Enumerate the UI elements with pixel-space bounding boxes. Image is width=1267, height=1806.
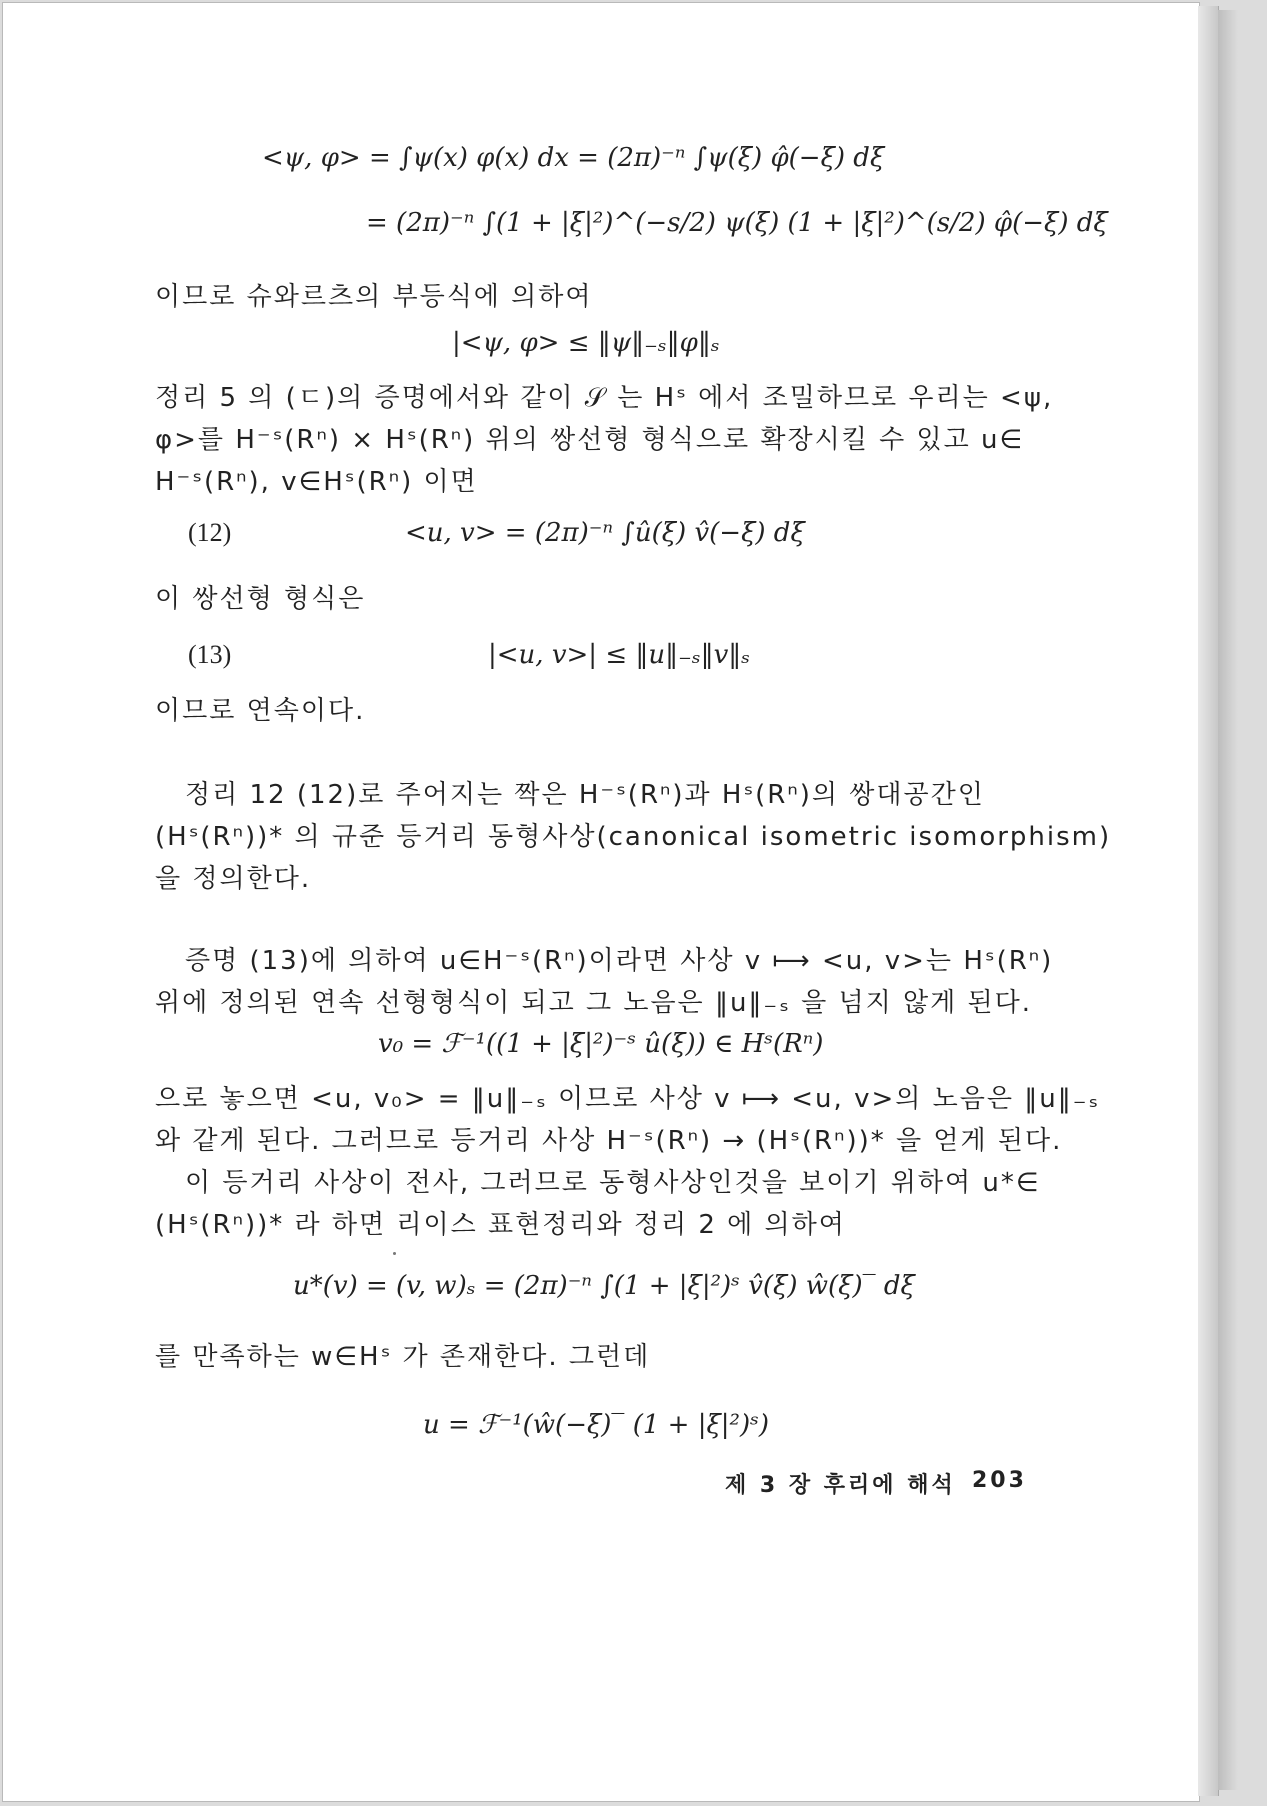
theorem-line: 을 정의한다. (155, 864, 312, 894)
equation-13: |<u, v>| ≤ ‖u‖₋ₛ‖v‖ₛ (488, 640, 751, 670)
equation-ustar: u*(v) = (v, w)ₛ = (2π)⁻ⁿ ∫(1 + |ξ|²)ˢ v̂(ξ) ŵ(ξ)‾ dξ (293, 1271, 915, 1301)
paragraph-line: H⁻ˢ(Rⁿ), v∈Hˢ(Rⁿ) 이면 (155, 467, 478, 497)
footer-page-number: 203 (972, 1468, 1027, 1493)
proof-line: 를 만족하는 w∈Hˢ 가 존재한다. 그런데 (155, 1342, 651, 1372)
paragraph-line: 이므로 슈와르츠의 부등식에 의하여 (155, 282, 593, 312)
proof-line: 이 등거리 사상이 전사, 그러므로 동형사상인것을 보이기 위하여 u*∈ (185, 1168, 1041, 1198)
paragraph-line: 정리 5 의 (ㄷ)의 증명에서와 같이 𝒮 는 Hˢ 에서 조밀하므로 우리는 <ψ, (155, 383, 1054, 413)
theorem-line: 정리 12 (12)로 주어지는 짝은 H⁻ˢ(Rⁿ)과 Hˢ(Rⁿ)의 쌍대공간인 (185, 780, 985, 810)
proof-line: 으로 놓으면 <u, v₀> = ‖u‖₋ₛ 이므로 사상 v ⟼ <u, v>의 노음은 ‖u‖₋ₛ (155, 1084, 1101, 1114)
page-shadow (1218, 10, 1238, 1790)
equation-v0: v₀ = ℱ⁻¹((1 + |ξ|²)⁻ˢ û(ξ)) ∈ Hˢ(Rⁿ) (378, 1029, 824, 1059)
equation-inner-product-line1: <ψ, φ> = ∫ψ(x) φ(x) dx = (2π)⁻ⁿ ∫ψ(ξ) φ̂(−ξ) dξ (262, 143, 885, 173)
equation-inner-product-line2: = (2π)⁻ⁿ ∫(1 + |ξ|²)^(−s/2) ψ(ξ) (1 + |ξ|²)^(s/2) φ̂(−ξ) dξ (366, 208, 1108, 238)
page-edge (1198, 6, 1219, 1796)
equation-schwarz-inequality: |<ψ, φ> ≤ ‖ψ‖₋ₛ‖φ‖ₛ (452, 328, 720, 358)
stray-dot (393, 1252, 396, 1255)
book-page (2, 2, 1200, 1802)
proof-line: 증명 (13)에 의하여 u∈H⁻ˢ(Rⁿ)이라면 사상 v ⟼ <u, v>는 Hˢ(Rⁿ) (185, 946, 1054, 976)
proof-line: 위에 정의된 연속 선형형식이 되고 그 노음은 ‖u‖₋ₛ 을 넘지 않게 된다. (155, 988, 1032, 1018)
paragraph-line: 이므로 연속이다. (155, 696, 366, 726)
proof-line: (Hˢ(Rⁿ))* 라 하면 리이스 표현정리와 정리 2 에 의하여 (155, 1210, 846, 1240)
equation-12: <u, v> = (2π)⁻ⁿ ∫û(ξ) v̂(−ξ) dξ (405, 518, 805, 548)
paragraph-line: φ>를 H⁻ˢ(Rⁿ) × Hˢ(Rⁿ) 위의 쌍선형 형식으로 확장시킬 수 있고 u∈ (155, 425, 1025, 455)
equation-u: u = ℱ⁻¹(ŵ(−ξ)‾ (1 + |ξ|²)ˢ) (423, 1410, 770, 1440)
equation-number: (13) (188, 640, 232, 669)
theorem-line: (Hˢ(Rⁿ))* 의 규준 등거리 동형사상(canonical isometric isomorphism) (155, 822, 1112, 852)
footer-chapter: 제 3 장 후리에 해석 (725, 1473, 956, 1498)
paragraph-line: 이 쌍선형 형식은 (155, 584, 366, 614)
proof-line: 와 같게 된다. 그러므로 등거리 사상 H⁻ˢ(Rⁿ) → (Hˢ(Rⁿ))* 을 얻게 된다. (155, 1126, 1063, 1156)
equation-number: (12) (188, 518, 232, 547)
